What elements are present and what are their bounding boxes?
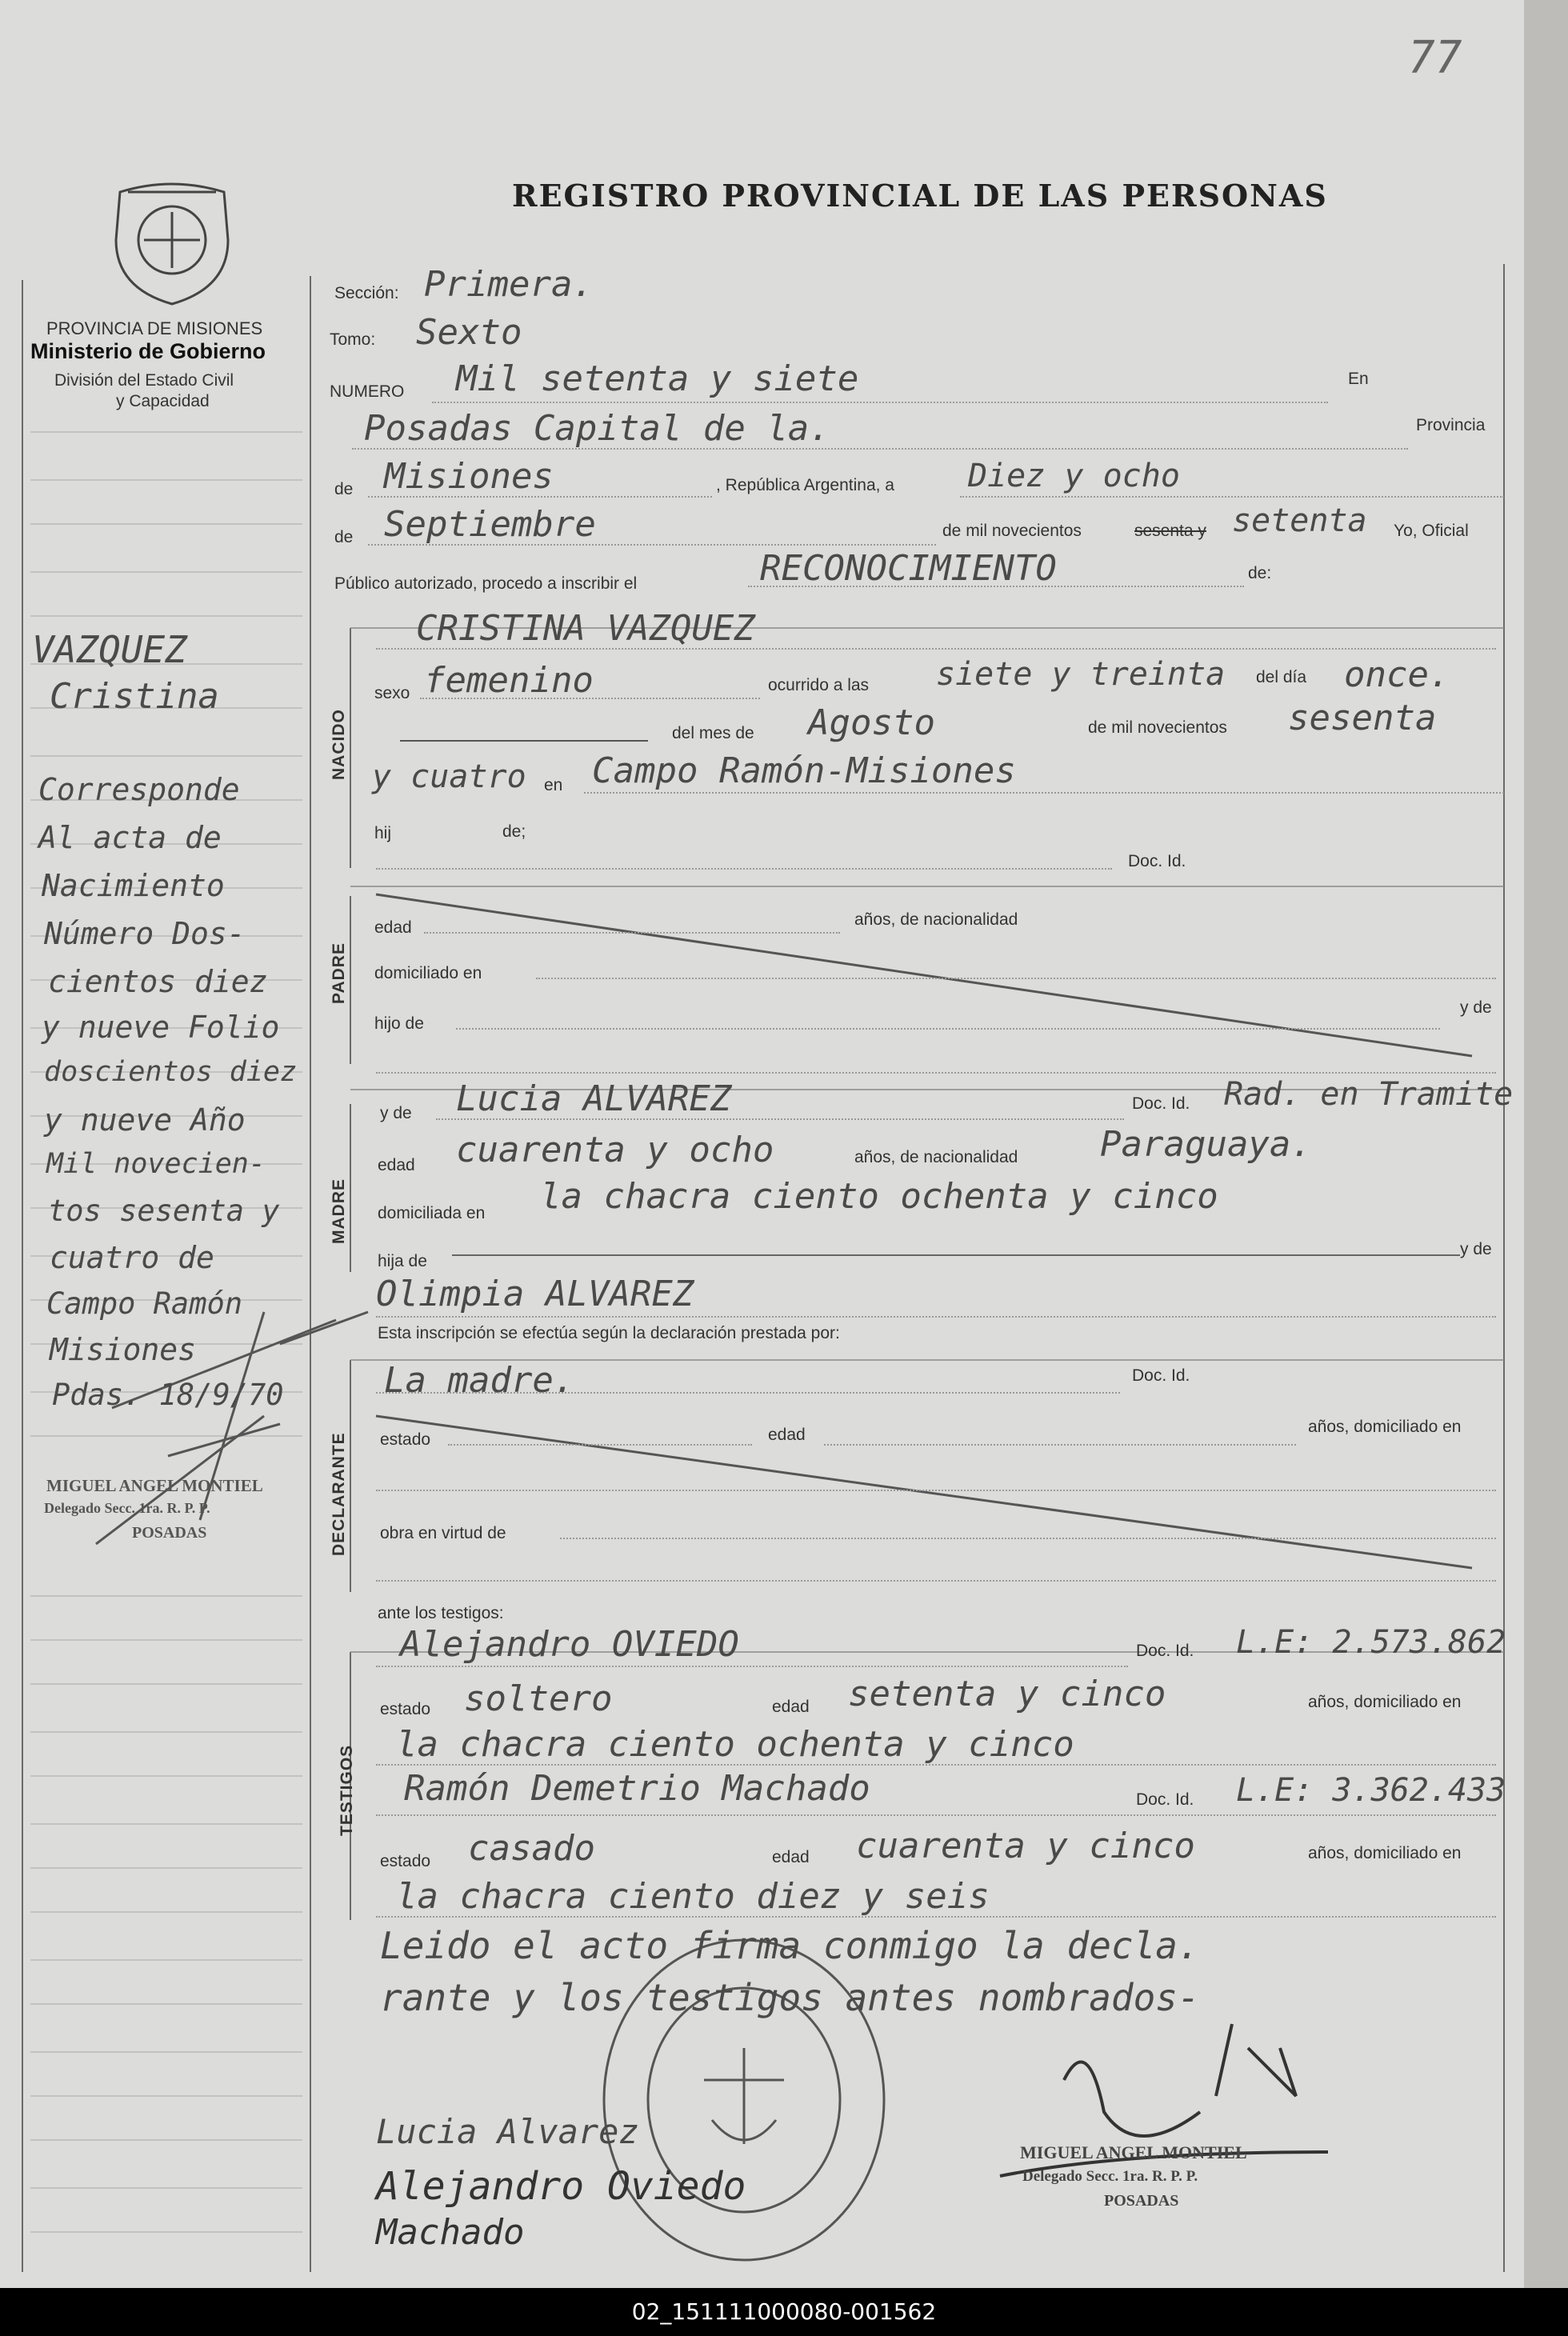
closing-line-1: Leido el acto firma conmigo la decla.: [380, 1924, 1200, 1967]
margin-note-line: cientos diez: [48, 964, 268, 999]
t2-nombre-value: Ramón Demetrio Machado: [404, 1768, 870, 1809]
madre-y-de-label: y de: [380, 1104, 412, 1122]
nacido-mil-label: de mil novecientos: [1088, 718, 1227, 737]
t2-estado-label: estado: [380, 1852, 431, 1870]
sexo-label: sexo: [374, 684, 410, 702]
nacido-section-label: NACIDO: [330, 709, 348, 780]
madre-nacionalidad-value: Paraguaya.: [1100, 1124, 1312, 1165]
declarante-doc-label: Doc. Id.: [1132, 1366, 1190, 1385]
margin-note-line: Nacimiento: [42, 868, 225, 903]
t2-doc-value: L.E: 3.362.433: [1236, 1772, 1506, 1809]
sexo-value: femenino: [424, 660, 594, 701]
seccion-label: Sección:: [334, 284, 399, 302]
nacido-lugar-value: Campo Ramón-Misiones: [592, 750, 1016, 791]
nacido-anio-value: sesenta: [1288, 698, 1437, 738]
madre-padres-value: Olimpia ALVAREZ: [376, 1274, 694, 1314]
margin-note-line: Campo Ramón: [46, 1286, 243, 1321]
padre-section-label: PADRE: [330, 942, 348, 1004]
margin-note-line: tos sesenta y: [48, 1194, 280, 1228]
nacido-doc-label: Doc. Id.: [1128, 852, 1186, 870]
signature-2: Alejandro Oviedo: [376, 2164, 746, 2209]
nacido-dia-value: once.: [1344, 654, 1450, 695]
declarante-obra-label: obra en virtud de: [380, 1524, 506, 1542]
anio-label: de mil novecientos: [942, 522, 1082, 540]
de-label: de: [334, 480, 354, 498]
numero-value: Mil setenta y siete: [456, 358, 859, 399]
org-province: PROVINCIA DE MISIONES: [46, 318, 263, 338]
hij-label: hij: [374, 824, 392, 842]
document-title: REGISTRO PROVINCIAL DE LAS PERSONAS: [512, 178, 1328, 214]
declarante-estado-label: estado: [380, 1430, 431, 1449]
margin-stamp-name: MIGUEL ANGEL MONTIEL: [46, 1476, 263, 1495]
nacido-anio-value-2: y cuatro: [372, 758, 526, 795]
padre-edad-label: edad: [374, 918, 412, 937]
republica-label: , República Argentina, a: [716, 476, 894, 494]
t1-estado-label: estado: [380, 1700, 431, 1718]
anio-value: setenta: [1232, 502, 1367, 539]
provincia-value: Misiones: [384, 456, 554, 497]
mes-value: Septiembre: [384, 504, 596, 545]
t2-domicilio-value: la chacra ciento diez y seis: [396, 1876, 990, 1917]
padre-y-de-label: y de: [1460, 998, 1492, 1017]
t1-doc-label: Doc. Id.: [1136, 1642, 1194, 1660]
org-ministry: Ministerio de Gobierno: [30, 339, 266, 363]
padre-nacionalidad-label: años, de nacionalidad: [854, 910, 1018, 929]
provincia-label: Provincia: [1416, 416, 1486, 434]
del-mes-label: del mes de: [672, 724, 754, 742]
publico-label: Público autorizado, procedo a inscribir el: [334, 574, 638, 593]
margin-note-line: VAZQUEZ: [32, 628, 187, 671]
yo-oficial-label: Yo, Oficial: [1394, 522, 1469, 540]
declarante-intro: Esta inscripción se efectúa según la declaración prestada por:: [378, 1324, 840, 1342]
t2-edad-value: cuarenta y cinco: [856, 1826, 1195, 1866]
declarante-section-label: DECLARANTE: [330, 1432, 348, 1556]
org-division: División del Estado Civil: [54, 371, 234, 390]
madre-hija-label: hija de: [378, 1252, 427, 1270]
margin-note-line: Mil novecien-: [46, 1148, 266, 1180]
margin-note-line: Corresponde: [38, 772, 240, 807]
lugar-value: Posadas Capital de la.: [364, 408, 830, 449]
official-stamp-city: POSADAS: [1104, 2192, 1179, 2210]
margin-stamp-city: POSADAS: [132, 1524, 207, 1542]
declarante-nombre-value: La madre.: [384, 1360, 575, 1401]
tomo-label: Tomo:: [330, 330, 376, 349]
official-stamp-title: Delegado Secc. 1ra. R. P. P.: [1022, 2168, 1198, 2185]
margin-stamp-title: Delegado Secc. 1ra. R. P. P.: [44, 1500, 210, 1516]
t1-anos-label: años, domiciliado en: [1308, 1693, 1462, 1711]
margin-note-line: doscientos diez: [44, 1056, 298, 1088]
t2-doc-label: Doc. Id.: [1136, 1790, 1194, 1809]
padre-hijo-label: hijo de: [374, 1014, 424, 1033]
closing-line-2: rante y los testigos antes nombrados-: [380, 1976, 1200, 2019]
margin-note-line: cuatro de: [50, 1240, 214, 1275]
org-division-2: y Capacidad: [116, 392, 210, 410]
de-colon-label: de:: [1248, 564, 1272, 582]
madre-edad-value: cuarenta y ocho: [456, 1130, 774, 1170]
acto-value: RECONOCIMIENTO: [760, 548, 1057, 589]
anio-struck: sesenta y: [1134, 522, 1206, 540]
image-filename-footer: 02_151111000080-001562: [0, 2288, 1568, 2336]
t1-doc-value: L.E: 2.573.862: [1236, 1624, 1506, 1661]
testigos-ante-label: ante los testigos:: [378, 1604, 504, 1622]
signature-1: Lucia Alvarez: [376, 2112, 639, 2151]
seccion-value: Primera.: [424, 264, 594, 305]
madre-edad-label: edad: [378, 1156, 415, 1174]
del-dia-label: del día: [1256, 668, 1307, 686]
margin-note-line: y nueve Folio: [42, 1010, 280, 1045]
declarante-edad-label: edad: [768, 1426, 806, 1444]
margin-note-line: Cristina: [50, 676, 219, 717]
madre-y-de-label-2: y de: [1460, 1240, 1492, 1258]
madre-domiciliada-label: domiciliada en: [378, 1204, 486, 1222]
coat-of-arms-icon: [116, 184, 228, 304]
ocurrido-label: ocurrido a las: [768, 676, 870, 694]
t2-estado-value: casado: [468, 1828, 595, 1869]
hij-de-label: de;: [502, 822, 526, 841]
declarante-anos-label: años, domiciliado en: [1308, 1418, 1462, 1436]
en-label: En: [1348, 370, 1369, 388]
numero-label: NUMERO: [330, 382, 405, 401]
dia-value: Diez y ocho: [968, 458, 1180, 494]
madre-section-label: MADRE: [330, 1178, 348, 1244]
madre-nacionalidad-label: años, de nacionalidad: [854, 1148, 1018, 1166]
margin-note-line: Al acta de: [38, 820, 222, 855]
nacido-mes-value: Agosto: [808, 702, 935, 743]
madre-domicilio-value: la chacra ciento ochenta y cinco: [540, 1176, 1218, 1217]
t2-edad-label: edad: [772, 1848, 810, 1866]
t1-edad-value: setenta y cinco: [848, 1674, 1166, 1714]
hora-value: siete y treinta: [936, 656, 1226, 693]
nacido-en-label: en: [544, 776, 563, 794]
nacido-nombre-value: CRISTINA VAZQUEZ: [416, 608, 755, 649]
madre-nombre-value: Lucia ALVAREZ: [456, 1078, 732, 1119]
t1-estado-value: soltero: [464, 1678, 613, 1719]
t2-anos-label: años, domiciliado en: [1308, 1844, 1462, 1862]
page-number: 77: [1408, 32, 1462, 84]
tomo-value: Sexto: [416, 312, 522, 353]
margin-note-line: Número Dos-: [44, 916, 246, 951]
madre-doc-label: Doc. Id.: [1132, 1094, 1190, 1113]
testigos-section-label: TESTIGOS: [338, 1744, 356, 1836]
margin-note-line: Misiones: [50, 1332, 197, 1367]
t1-edad-label: edad: [772, 1698, 810, 1716]
t1-domicilio-value: la chacra ciento ochenta y cinco: [396, 1724, 1074, 1765]
t1-nombre-value: Alejandro OVIEDO: [400, 1624, 739, 1665]
padre-domiciliado-label: domiciliado en: [374, 964, 482, 982]
margin-note-line: Pdas. 18/9/70: [52, 1378, 284, 1412]
signature-3: Machado: [376, 2212, 525, 2253]
de-label-2: de: [334, 528, 354, 546]
madre-doc-value: Rad. en Tramite: [1224, 1076, 1514, 1113]
official-stamp-name: MIGUEL ANGEL MONTIEL: [1020, 2142, 1247, 2162]
margin-note-line: y nueve Año: [44, 1102, 246, 1138]
